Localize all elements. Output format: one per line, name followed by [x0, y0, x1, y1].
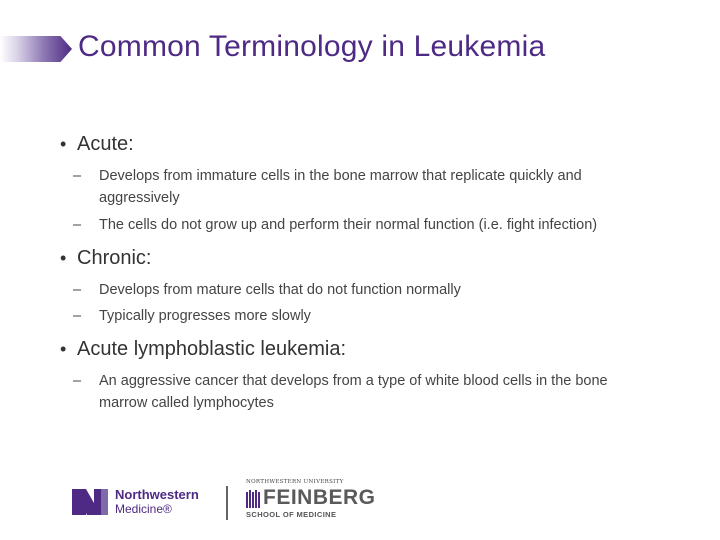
footer-logos: [72, 476, 376, 526]
university-logo-text: NORTHWESTERN UNIVERSITY: [246, 479, 344, 485]
sub-bullet-text: Develops from immature cells in the bone marrow that replicate quickly and aggressively: [99, 168, 582, 206]
feinberg-logo-icon: [246, 490, 261, 510]
dash-glyph: –: [73, 308, 82, 324]
sub-bullet: [60, 370, 640, 414]
northwestern-medicine-logo-icon: [72, 489, 108, 515]
slide-title: Common Terminology in Leukemia: [78, 30, 546, 63]
sub-bullet: [60, 279, 640, 301]
title-accent-bar: [0, 36, 72, 62]
bullet-chronic: [60, 246, 640, 270]
slide-content: [60, 128, 640, 414]
sub-bullet-text: Typically progresses more slowly: [99, 308, 311, 324]
sub-bullet: [60, 214, 640, 236]
bullet-acute: [60, 132, 640, 156]
sub-bullet: [60, 305, 640, 327]
bullet-heading: Acute lymphoblastic leukemia:: [77, 338, 347, 360]
logo-divider: [226, 486, 228, 520]
medicine-logo-text: Medicine®: [115, 502, 172, 516]
bullet-glyph: •: [60, 248, 67, 268]
school-of-medicine-text: SCHOOL OF MEDICINE: [246, 510, 337, 519]
bullet-acute-lymphoblastic-leukemia: [60, 337, 640, 361]
sub-bullet-text: An aggressive cancer that develops from a type of white blood cells in the bone marrow called lymphocytes: [99, 373, 608, 411]
sub-bullet-text: The cells do not grow up and perform their normal function (i.e. fight infection): [99, 217, 598, 233]
dash-glyph: –: [73, 282, 82, 298]
northwestern-logo-text: Northwestern: [115, 487, 199, 502]
bullet-heading: Acute:: [77, 133, 134, 155]
sub-bullet: [60, 165, 640, 209]
bullet-heading: Chronic:: [77, 247, 152, 269]
feinberg-logo-text: FEINBERG: [263, 486, 376, 509]
sub-bullet-text: Develops from mature cells that do not function normally: [99, 282, 461, 298]
dash-glyph: –: [73, 168, 82, 184]
dash-glyph: –: [73, 217, 82, 233]
bullet-glyph: •: [60, 339, 67, 359]
dash-glyph: –: [73, 373, 82, 389]
bullet-glyph: •: [60, 134, 67, 154]
